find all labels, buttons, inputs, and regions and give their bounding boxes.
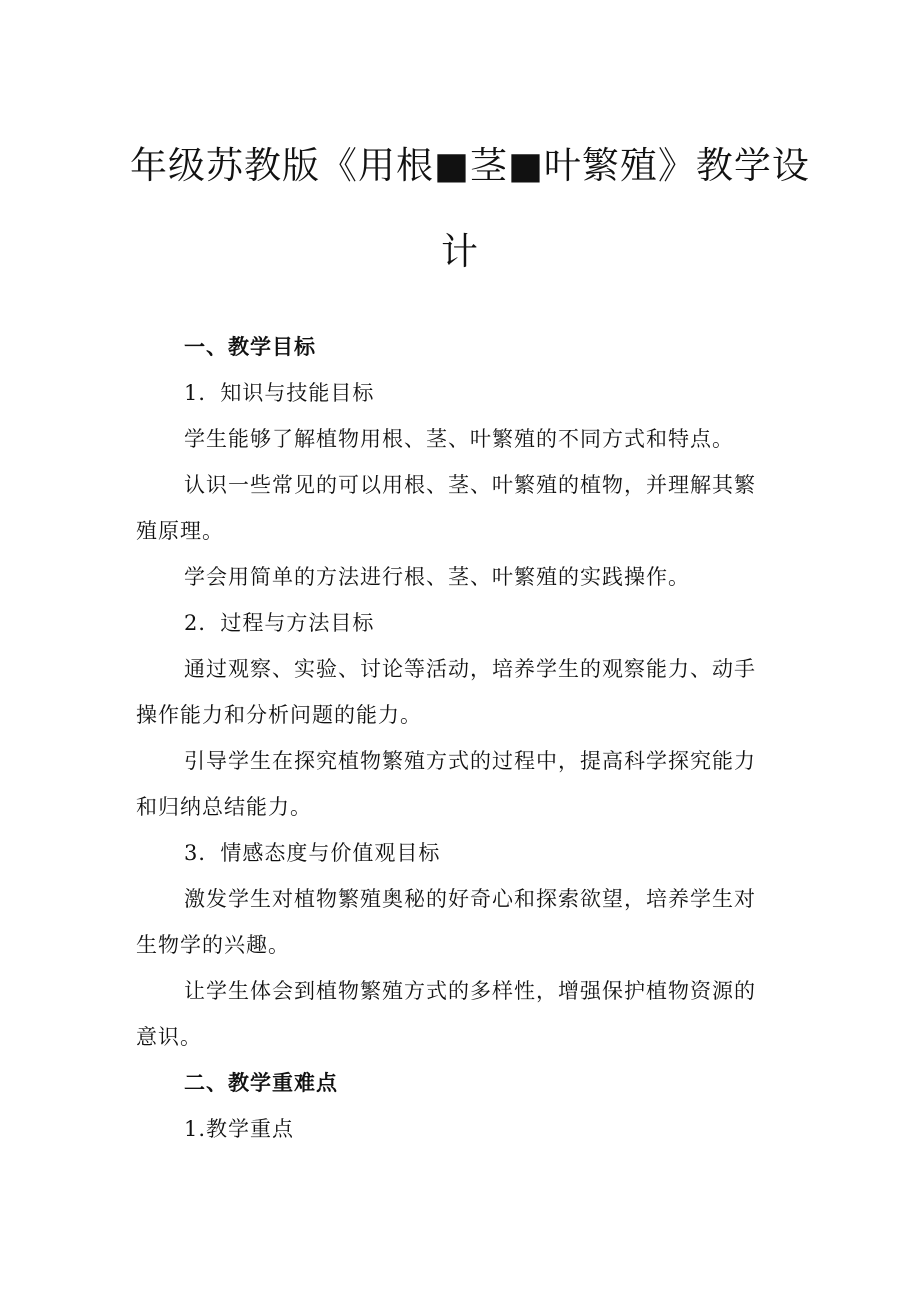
paragraph-line-continued: 意识。: [136, 1025, 202, 1049]
paragraph-line: 学生能够了解植物用根、茎、叶繁殖的不同方式和特点。: [184, 427, 734, 451]
subheading-teaching-focus: 1.教学重点: [184, 1117, 295, 1141]
paragraph-line-continued: 操作能力和分析问题的能力。: [136, 703, 422, 727]
subheading-knowledge-skills: 1．知识与技能目标: [184, 381, 375, 405]
section-heading-teaching-goals: 一、教学目标: [184, 335, 316, 359]
paragraph-line-continued: 生物学的兴趣。: [136, 933, 290, 957]
subheading-emotion-values: 3．情感态度与价值观目标: [184, 841, 441, 865]
paragraph-line: 引导学生在探究植物繁殖方式的过程中，提高科学探究能力: [184, 749, 756, 773]
paragraph-line: 通过观察、实验、讨论等活动，培养学生的观察能力、动手: [184, 657, 756, 681]
document-body: [136, 324, 786, 1152]
paragraph-line: 让学生体会到植物繁殖方式的多样性，增强保护植物资源的: [184, 979, 756, 1003]
subheading-process-methods: 2．过程与方法目标: [184, 611, 375, 635]
section-heading-key-difficulties: 二、教学重难点: [184, 1071, 338, 1095]
document-title-line-1: 年级苏教版《用根■茎■叶繁殖》教学设: [130, 144, 810, 187]
paragraph-line-continued: 和归纳总结能力。: [136, 795, 312, 819]
paragraph-line: 激发学生对植物繁殖奥秘的好奇心和探索欲望，培养学生对: [184, 887, 756, 911]
paragraph-line-continued: 殖原理。: [136, 519, 224, 543]
paragraph-line: 学会用简单的方法进行根、茎、叶繁殖的实践操作。: [184, 565, 690, 589]
paragraph-line: 认识一些常见的可以用根、茎、叶繁殖的植物，并理解其繁: [184, 473, 756, 497]
document-title-line-2: 计: [441, 230, 479, 273]
